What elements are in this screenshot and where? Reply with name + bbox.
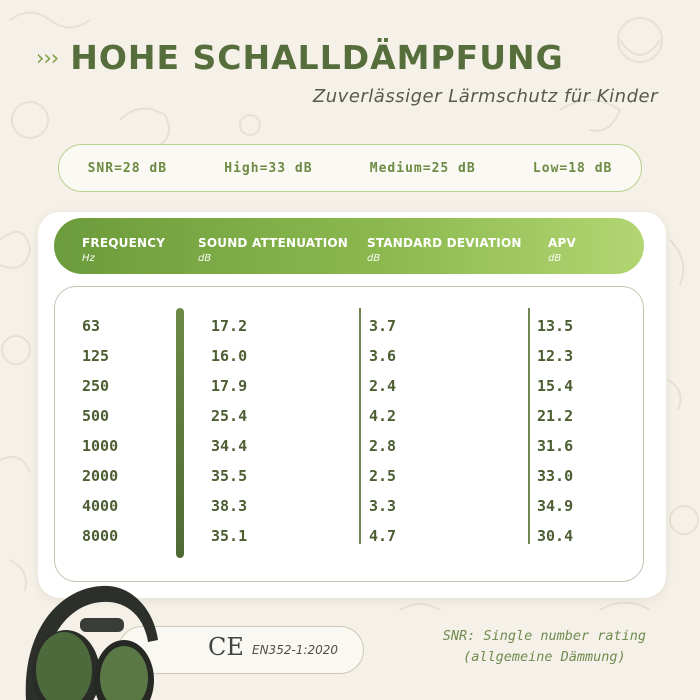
apv-column xyxy=(537,316,573,556)
high-rating: High=33 dB xyxy=(224,160,313,176)
snr-footnote-line2: (allgemeine Dämmung) xyxy=(463,649,626,665)
table-cell: 4.7 xyxy=(369,527,397,545)
sound-attenuation-column xyxy=(211,316,247,556)
medium-rating: Medium=25 dB xyxy=(369,160,476,176)
header-unit: dB xyxy=(367,253,381,264)
table-cell: 125 xyxy=(82,347,110,365)
table-cell: 38.3 xyxy=(211,497,248,515)
table-cell: 2.4 xyxy=(369,377,397,395)
ce-mark-icon: CE xyxy=(208,633,244,661)
header-standard-deviation xyxy=(367,236,522,264)
rating-summary-bar xyxy=(58,144,642,192)
table-cell: 31.6 xyxy=(537,437,574,455)
table-cell: 35.5 xyxy=(211,467,248,485)
header-label: SOUND ATTENUATION xyxy=(198,236,349,250)
table-cell: 250 xyxy=(82,377,110,395)
table-cell: 34.9 xyxy=(537,497,574,515)
column-divider xyxy=(528,308,530,544)
earmuff-image xyxy=(20,570,160,700)
table-cell: 500 xyxy=(82,407,110,425)
header-unit: Hz xyxy=(82,253,95,264)
column-divider-accent xyxy=(176,308,184,558)
header-unit: dB xyxy=(198,253,212,264)
table-cell: 21.2 xyxy=(537,407,574,425)
header-unit: dB xyxy=(548,253,562,264)
snr-rating: SNR=28 dB xyxy=(87,160,168,176)
table-cell: 3.3 xyxy=(369,497,397,515)
table-cell: 25.4 xyxy=(211,407,248,425)
table-cell: 1000 xyxy=(82,437,119,455)
triple-chevron-icon: ››› xyxy=(36,45,59,70)
frequency-column xyxy=(82,316,118,556)
table-cell: 3.7 xyxy=(369,317,397,335)
table-cell: 3.6 xyxy=(369,347,397,365)
snr-footnote xyxy=(443,626,646,668)
table-cell: 2.8 xyxy=(369,437,397,455)
header-label: STANDARD DEVIATION xyxy=(367,236,522,250)
table-cell: 30.4 xyxy=(537,527,574,545)
table-cell: 4000 xyxy=(82,497,119,515)
table-cell: 34.4 xyxy=(211,437,248,455)
table-cell: 33.0 xyxy=(537,467,574,485)
page-title: HOHE SCHALLDÄMPFUNG xyxy=(70,38,564,77)
table-cell: 2000 xyxy=(82,467,119,485)
header-label: APV xyxy=(548,236,576,250)
page-subtitle: Zuverlässiger Lärmschutz für Kinder xyxy=(312,86,658,107)
table-cell: 35.1 xyxy=(211,527,248,545)
standard-deviation-column xyxy=(369,316,396,556)
table-cell: 63 xyxy=(82,317,101,335)
header-frequency xyxy=(82,236,165,264)
header-sound-attenuation xyxy=(198,236,348,264)
low-rating: Low=18 dB xyxy=(532,160,613,176)
header-label: FREQUENCY xyxy=(82,236,166,250)
table-cell: 17.2 xyxy=(211,317,248,335)
snr-footnote-line1: SNR: Single number rating xyxy=(442,628,646,644)
header-apv xyxy=(548,236,576,264)
table-cell: 2.5 xyxy=(369,467,397,485)
table-cell: 15.4 xyxy=(537,377,574,395)
table-cell: 8000 xyxy=(82,527,119,545)
table-cell: 17.9 xyxy=(211,377,248,395)
table-cell: 13.5 xyxy=(537,317,574,335)
column-divider xyxy=(359,308,361,544)
certification-standard: EN352-1:2020 xyxy=(252,643,339,657)
table-cell: 4.2 xyxy=(369,407,397,425)
table-cell: 12.3 xyxy=(537,347,574,365)
table-cell: 16.0 xyxy=(211,347,248,365)
title-row xyxy=(36,38,564,77)
